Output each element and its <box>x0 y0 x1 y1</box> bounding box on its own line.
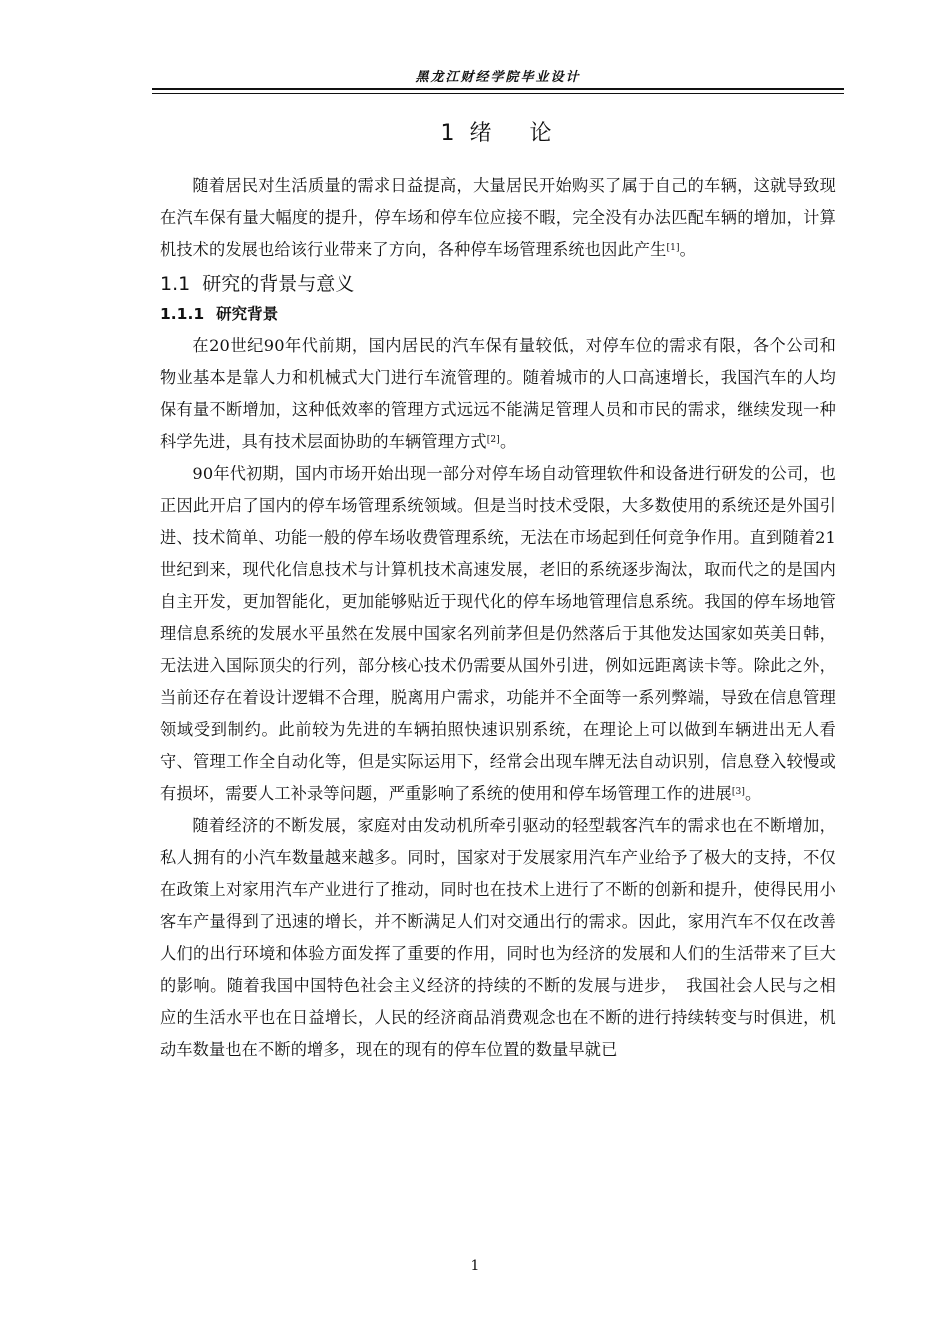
chapter-title-part2: 论 <box>529 121 556 146</box>
chapter-number: 1 <box>440 121 459 146</box>
header-rule-thin <box>152 93 844 94</box>
citation: [2] <box>486 435 500 445</box>
chapter-title <box>152 116 844 147</box>
intro-text: 随着居民对生活质量的需求日益提高，大量居民开始购买了属于自己的车辆，这就导致现在汽车保有量大幅度的提升，停车场和停车位应接不暇，完全没有办法匹配车辆的增加，计算机技术的发展也给该行业带来了方向，各种停车场管理系统也因此产生 <box>160 176 836 259</box>
subsection-title: 研究背景 <box>216 305 279 323</box>
paragraph-end: 。 <box>745 784 762 803</box>
section-title: 研究的背景与意义 <box>202 273 355 295</box>
subsection-number: 1.1.1 <box>160 305 205 323</box>
citation: [1] <box>666 243 680 253</box>
body-paragraph <box>160 810 836 1066</box>
paragraph-end: 。 <box>499 432 517 451</box>
paragraph-text: 随着经济的不断发展，家庭对由发动机所牵引驱动的轻型载客汽车的需求也在不断增加，私人拥有的小汽车数量越来越多。同时，国家对于发展家用汽车产业给予了极大的支持，不仅在政策上对家用汽车产业进行了推动，同时也在技术上进行了不断的创新和提升，使得民用小客车产量得到了迅速的增长，并不断满足人们对交通出行的需求。因此，家用汽车不仅在改善人们的出行环境和体验方面发挥了重要的作用，同时也为经济的发展和人们的生活带来了巨大的影响。随着我国中国特色社会主义经济的持续的不断的发展与进步， 我国社会人民与之相应的生活水平也在日益增长，人民的经济商品消费观念也在不断的进行持续转变与时俱进，机动车数量也在不断的增多，现在的现有的停车位置的数量早就已 <box>160 816 836 1059</box>
citation: [3] <box>731 787 746 797</box>
page-number: 1 <box>470 1258 480 1274</box>
paragraph-text: 在20世纪90年代前期，国内居民的汽车保有量较低，对停车位的需求有限，各个公司和物业基本是靠人力和机械式大门进行车流管理的。随着城市的人口高速增长，我国汽车的人均保有量不断增加，这种低效率的管理方式远远不能满足管理人员和市民的需求，继续发现一种科学先进，具有技术层面协助的车辆管理方式 <box>160 336 836 451</box>
body-paragraph <box>160 330 836 458</box>
intro-end: 。 <box>679 240 697 259</box>
section-number: 1.1 <box>160 273 191 295</box>
header-rule-thick <box>152 88 844 90</box>
intro-paragraph <box>160 170 836 266</box>
section-heading-1-1 <box>160 268 836 300</box>
subsection-heading-1-1-1 <box>160 300 836 328</box>
chapter-title-part1: 绪 <box>469 121 496 146</box>
page-header-title: 黑龙江财经学院毕业设计 <box>415 70 581 85</box>
document-body <box>160 170 836 1066</box>
paragraph-text: 90年代初期，国内市场开始出现一部分对停车场自动管理软件和设备进行研发的公司，也正因此开启了国内的停车场管理系统领域。但是当时技术受限，大多数使用的系统还是外国引进、技术简单、功能一般的停车场收费管理系统，无法在市场起到任何竞争作用。直到随着21世纪到来，现代化信息技术与计算机技术高速发展，老旧的系统逐步淘汰，取而代之的是国内自主开发，更加智能化，更加能够贴近于现代化的停车场地管理信息系统。我国的停车场地管理信息系统的发展水平虽然在发展中国家名列前茅但是仍然落后于其他发达国家如英美日韩，无法进入国际顶尖的行列，部分核心技术仍需要从国外引进，例如远距离读卡等。除此之外，当前还存在着设计逻辑不合理，脱离用户需求，功能并不全面等一系列弊端，导致在信息管理领域受到制约。此前较为先进的车辆拍照快速识别系统，在理论上可以做到车辆进出无人看守、管理工作全自动化等，但是实际运用下，经常会出现车牌无法自动识别，信息登入较慢或有损坏，需要人工补录等问题，严重影响了系统的使用和停车场管理工作的进展 <box>160 464 836 803</box>
body-paragraph <box>160 458 836 810</box>
